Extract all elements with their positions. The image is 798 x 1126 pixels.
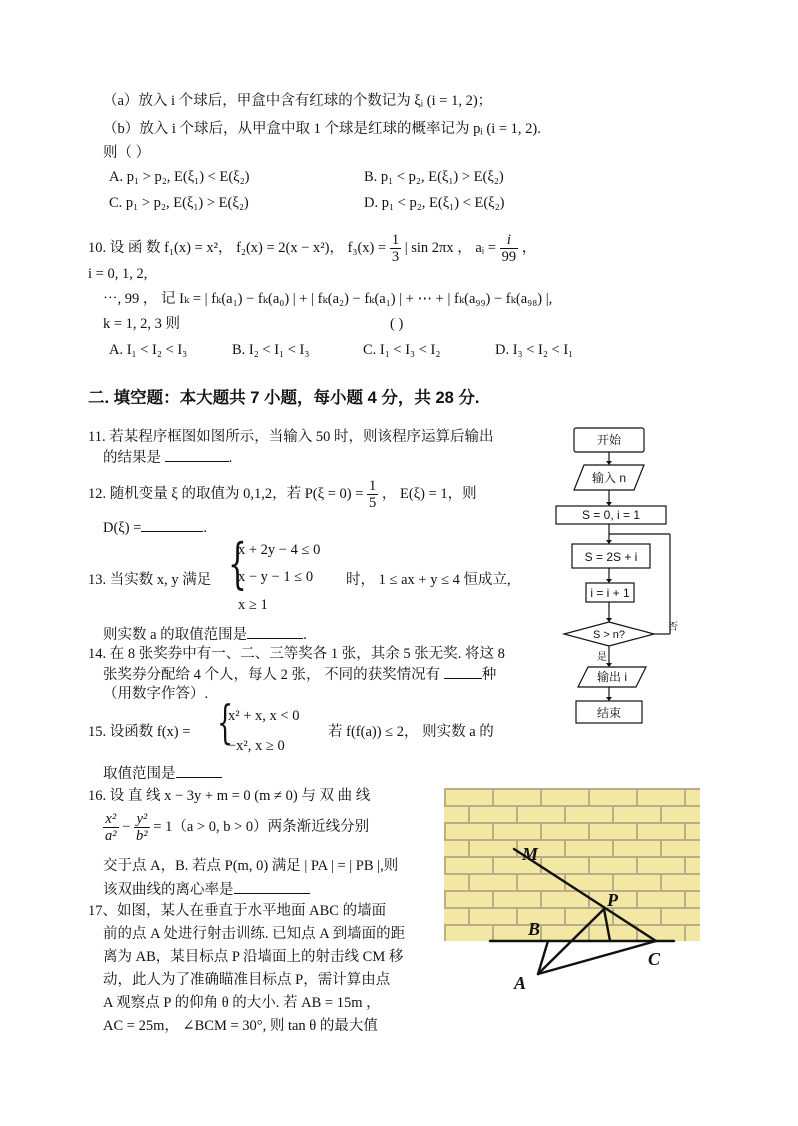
flowchart-start-label: 开始	[596, 433, 622, 447]
q13-constraint-3: x ≥ 1	[238, 597, 268, 613]
q10-option-c: C. I₁ < I₃ < I₂	[363, 342, 441, 358]
q9-option-a: A. p₁ > p₂, E(ξ₁) < E(ξ₂)	[109, 169, 250, 185]
q16-line2: $\frac{\text{x²}}{\text{a²}}$ − $\frac{\text{y²}}{\text{b²}}$ = 1（a > 0, b > 0）两条渐近线分别	[105, 811, 370, 844]
q10-answer-paren: ( )	[390, 316, 404, 332]
q11-line2: 的结果是 .	[103, 447, 232, 468]
flowchart-init-label: S = 0, i = 1	[581, 508, 641, 522]
q9-option-d: D. p₁ < p₂, E(ξ₁) < E(ξ₂)	[364, 195, 505, 211]
q13-constraint-2: x − y − 1 ≤ 0	[238, 569, 314, 585]
flowchart-end-label: 结束	[596, 706, 622, 720]
q10-stem-c: ，	[521, 239, 537, 256]
q16-fraction-y: $\frac{\text{y²}}{\text{b²}}$	[136, 811, 148, 844]
q14-line3: （用数字作答）.	[103, 686, 209, 702]
q13-prefix: 13. 当实数 x, y 满足	[88, 572, 212, 588]
q10-line4: k = 1, 2, 3 则	[103, 316, 181, 332]
q14-line1: 14. 在 8 张奖券中有一、二、三等奖各 1 张，其余 5 张无奖. 将这 8	[88, 646, 505, 662]
q17-brick-wall-figure	[444, 788, 700, 993]
q10-option-a: A. I₁ < I₂ < I₃	[109, 342, 188, 358]
flowchart-increment-label: i = i + 1	[590, 586, 630, 600]
q13-constraint-1: x + 2y − 4 ≤ 0	[238, 542, 321, 558]
section-2-heading: 二. 填空题：本大题共 7 小题，每小题 4 分，共 28 分.	[88, 389, 480, 407]
q9-then: 则（ ）	[103, 145, 151, 161]
q11-flowchart	[552, 418, 694, 732]
q16-fraction-x: $\frac{\text{x²}}{\text{a²}}$	[105, 811, 117, 844]
q17-line5: A 观察点 P 的仰角 θ 的大小. 若 AB = 15m ，	[103, 995, 381, 1011]
flowchart-output-label: 输出 i	[596, 670, 628, 684]
q11-answer-blank[interactable]	[165, 447, 229, 462]
q13-postfix: 时， 1 ≤ ax + y ≤ 4 恒成立,	[346, 572, 511, 588]
q13-system-brace: {	[228, 532, 247, 595]
q17-line1: 17、如图，某人在垂直于水平地面 ABC 的墙面	[88, 903, 387, 919]
q15-answer-blank[interactable]	[176, 763, 222, 778]
flowchart-sum-label: S = 2S + i	[584, 550, 638, 564]
q15-prefix: 15. 设函数 f(x) =	[88, 724, 191, 740]
q10-line1	[88, 232, 536, 265]
flowchart-condition-label: S > n?	[592, 629, 626, 641]
q15-line2: 取值范围是	[103, 763, 222, 784]
q15-piecewise-brace: {	[217, 695, 234, 749]
q10-line3: ⋯, 99 ， 记 Iₖ = | fₖ(a₁) − fₖ(a₀) | + | fₖ(a₂) − fₖ(a₁) | + ⋯ + | fₖ(a₉₉) − fₖ(a₉₈) |,	[103, 291, 553, 307]
flowchart-no-label: 否	[668, 622, 678, 633]
label-p: P	[607, 890, 618, 910]
q13-answer-blank[interactable]	[247, 624, 303, 639]
q9-condition-b: （b）放入 i 个球后，从甲盒中取 1 个球是红球的概率记为 pᵢ (i = 1, 2).	[103, 121, 541, 137]
label-b: B	[528, 919, 541, 939]
q16-answer-blank[interactable]	[234, 879, 310, 894]
label-a: A	[514, 973, 527, 993]
q10-option-d: D. I₃ < I₂ < I₁	[495, 342, 574, 358]
q10-fraction-one-third: $\frac{1}{3}$	[391, 232, 400, 265]
q15-piece-2: −x², x ≥ 0	[228, 738, 285, 754]
q10-stem-a: 10. 设 函 数 f₁(x) = x²， f₂(x) = 2(x − x²)， f₃(x) =	[88, 239, 387, 256]
label-m: M	[522, 844, 539, 864]
q11-line1: 11. 若某程序框图如图所示，当输入 50 时，则该程序运算后输出	[88, 429, 494, 445]
q15-postfix: 若 f(f(a)) ≤ 2， 则实数 a 的	[328, 724, 494, 740]
q10-line2: i = 0, 1, 2,	[88, 266, 148, 282]
q17-line6: AC = 25m， ∠BCM = 30°, 则 tan θ 的最大值	[103, 1018, 378, 1034]
q14-answer-blank[interactable]	[444, 664, 482, 679]
label-c: C	[648, 949, 661, 969]
q17-line4: 动，此人为了准确瞄准目标点 P，需计算由点	[103, 972, 391, 988]
q15-piece-1: x² + x, x < 0	[228, 708, 300, 724]
q14-line2: 张奖券分配给 4 个人，每人 2 张， 不同的获奖情况有 种	[103, 664, 496, 685]
flowchart-yes-label: 是	[597, 652, 607, 663]
q17-line2: 前的点 A 处进行射击训练. 已知点 A 到墙面的距	[103, 926, 406, 942]
flowchart-input-label: 输入 n	[591, 471, 627, 485]
q13-line2: 则实数 a 的取值范围是 .	[103, 624, 307, 645]
q10-fraction-i-over-99: $\frac{i}{99}$	[501, 232, 517, 265]
q10-stem-b: | sin 2πx ， aᵢ =	[404, 239, 496, 256]
q12-fraction: $\frac{1}{5}$	[369, 478, 377, 511]
q9-option-c: C. p₁ > p₂, E(ξ₁) > E(ξ₂)	[109, 195, 249, 211]
q12-answer-blank[interactable]	[141, 517, 203, 532]
q16-line3: 交于点 A，B. 若点 P(m, 0) 满足 | PA | = | PB |,则	[103, 858, 399, 874]
q16-line4: 该双曲线的离心率是	[103, 879, 310, 900]
brick-wall	[444, 788, 700, 941]
q10-option-b: B. I₂ < I₁ < I₃	[232, 342, 310, 358]
q9-condition-a: （a）放入 i 个球后，甲盒中含有红球的个数记为 ξᵢ (i = 1, 2)；	[103, 93, 493, 109]
q12-line2: D(ξ) = .	[103, 517, 207, 538]
q17-line3: 离为 AB，某目标点 P 沿墙面上的射击线 CM 移	[103, 949, 404, 965]
q12-line1: 12. 随机变量 ξ 的取值为 0,1,2，若 P(ξ = 0) = $\frac{1}{5}$ ， E(ξ) = 1，则	[88, 478, 477, 511]
q9-option-b: B. p₁ < p₂, E(ξ₁) > E(ξ₂)	[364, 169, 504, 185]
q16-line1: 16. 设 直 线 x − 3y + m = 0 (m ≠ 0) 与 双 曲 线	[88, 788, 371, 804]
